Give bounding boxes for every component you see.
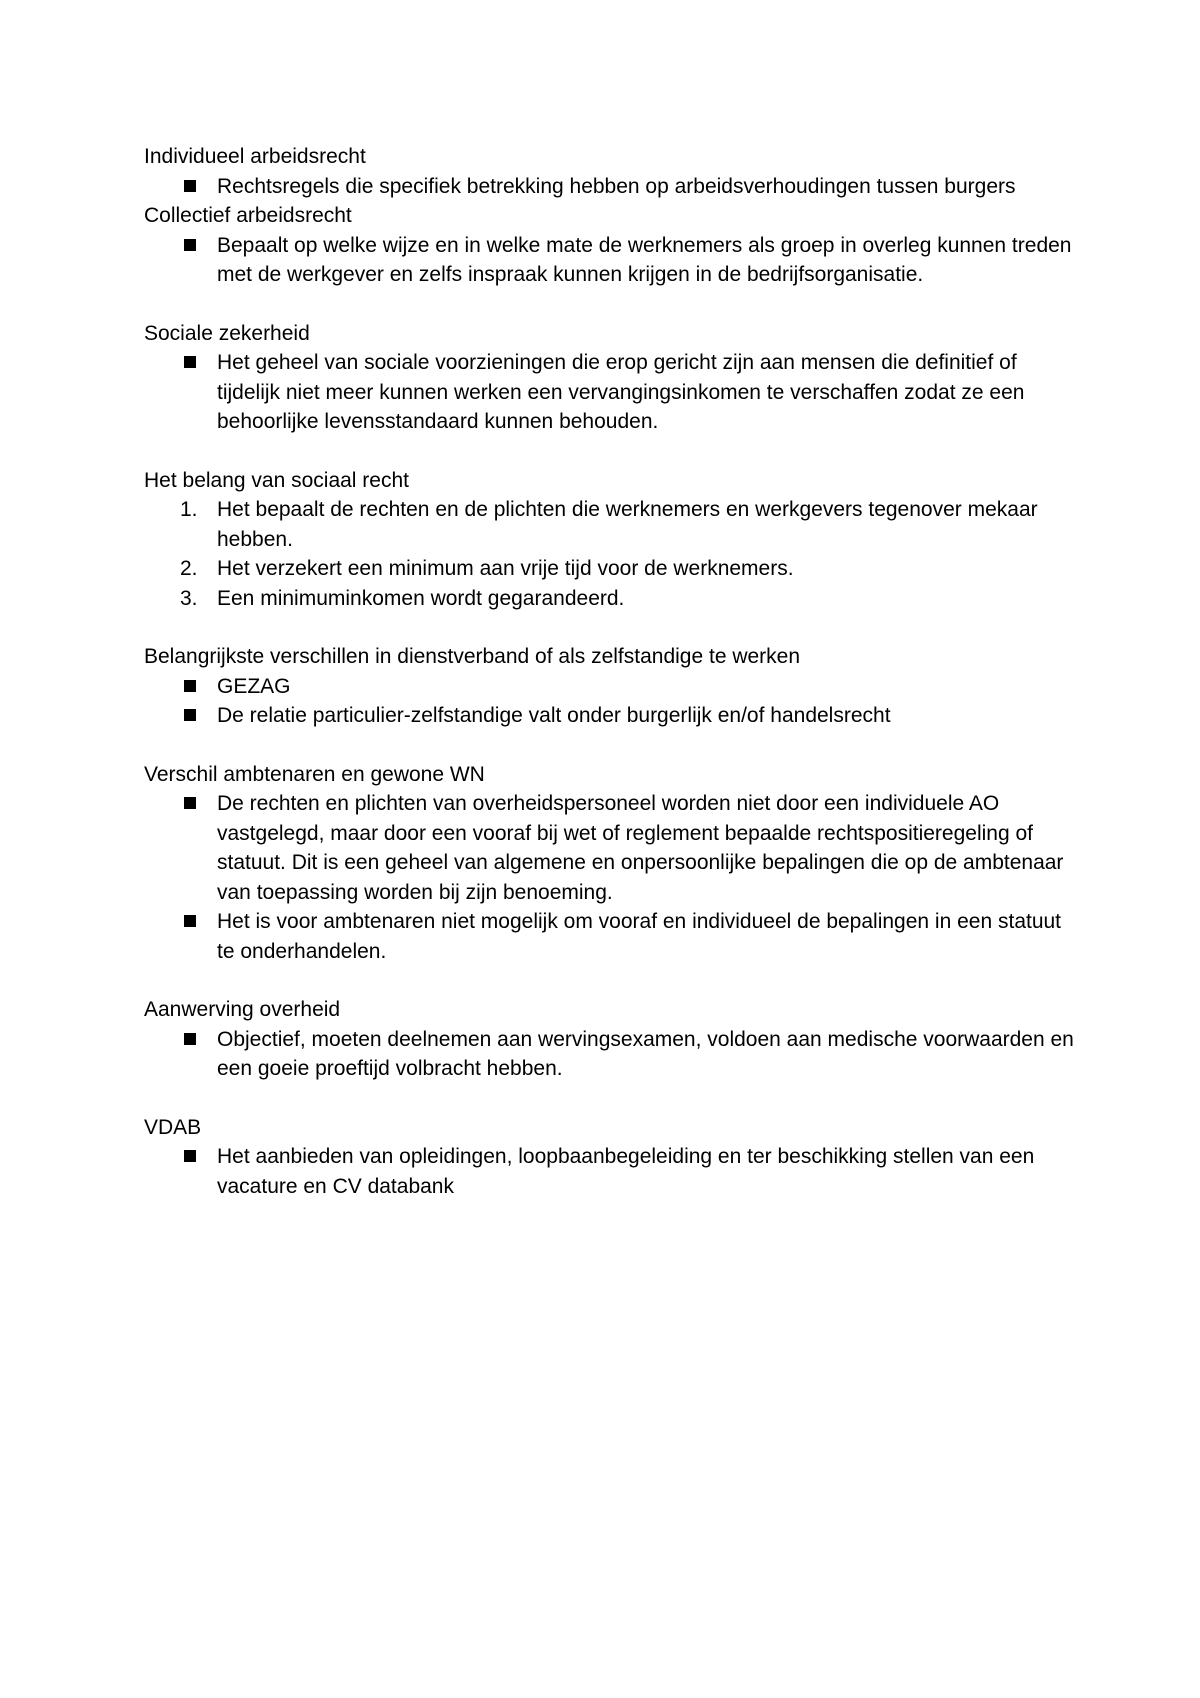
section-aanwerving-overheid <box>144 995 1084 1084</box>
list-item <box>144 554 1084 584</box>
list-item-text: Het aanbieden van opleidingen, loopbaanbegeleiding en ter beschikking stellen van een vacature en CV databank <box>217 1145 1035 1198</box>
list-item-text: Bepaalt op welke wijze en in welke mate de werknemers als groep in overleg kunnen treden met de werkgever en zelfs inspraak kunnen krijgen in de bedrijfsorganisatie. <box>217 233 1072 286</box>
numbered-list <box>144 495 1084 613</box>
list-item-text: Rechtsregels die specifiek betrekking hebben op arbeidsverhoudingen tussen burgers <box>217 174 1016 198</box>
list-item <box>144 231 1084 290</box>
section-belangrijkste-verschillen <box>144 642 1084 731</box>
list-item-text: Het is voor ambtenaren niet mogelijk om vooraf en individueel de bepalingen in een statuut te onderhandelen. <box>217 910 1062 963</box>
bullet-list <box>144 1025 1084 1084</box>
square-bullet-icon <box>184 709 196 721</box>
bullet-list <box>144 789 1084 966</box>
list-number: 3. <box>180 586 198 610</box>
square-bullet-icon <box>184 1033 196 1045</box>
square-bullet-icon <box>184 680 196 692</box>
section-heading: Collectief arbeidsrecht <box>144 204 352 227</box>
section-heading: Belangrijkste verschillen in dienstverband of als zelfstandige te werken <box>144 645 801 668</box>
bullet-list <box>144 172 1084 202</box>
list-number: 1. <box>180 498 198 521</box>
list-item-text: De relatie particulier-zelfstandige valt onder burgerlijk en/of handelsrecht <box>217 704 891 727</box>
list-item <box>144 1142 1084 1201</box>
section-heading: Individueel arbeidsrecht <box>144 145 366 168</box>
section-vdab <box>144 1113 1084 1202</box>
list-item <box>144 172 1084 202</box>
section-sociale-zekerheid <box>144 319 1084 437</box>
list-item-text: Objectief, moeten deelnemen aan wervingsexamen, voldoen aan medische voorwaarden en een goeie proeftijd volbracht hebben. <box>217 1027 1074 1080</box>
list-item <box>144 495 1084 554</box>
bullet-list <box>144 348 1084 437</box>
list-item-text: GEZAG <box>217 674 291 698</box>
section-heading: Het belang van sociaal recht <box>144 468 409 492</box>
list-item-text: De rechten en plichten van overheidspersoneel worden niet door een individuele AO vastgelegd, maar door een vooraf bij wet of reglement bepaalde rechtspositieregeling of statuut. Dit is een geheel van algemene en onpersoonlijke bepalingen die op de ambtenaar van toepassing worden bij zijn benoeming. <box>217 792 1064 904</box>
square-bullet-icon <box>184 797 196 809</box>
list-item <box>144 907 1084 966</box>
list-item <box>144 584 1084 614</box>
list-item-text: Het geheel van sociale voorzieningen die erop gericht zijn aan mensen die definitief of tijdelijk niet meer kunnen werken een vervangingsinkomen te verschaffen zodat ze een behoorlijke levensstandaard kunnen behouden. <box>217 351 1025 433</box>
section-belang-sociaal-recht <box>144 466 1084 614</box>
section-individueel-arbeidsrecht <box>144 142 1084 201</box>
section-heading: Verschil ambtenaren en gewone WN <box>144 762 485 786</box>
list-item <box>144 789 1084 907</box>
list-item-text: Het bepaalt de rechten en de plichten die werknemers en werkgevers tegenover mekaar hebben. <box>217 498 1038 551</box>
list-item <box>144 1025 1084 1084</box>
list-item <box>144 672 1084 702</box>
square-bullet-icon <box>184 1150 196 1162</box>
list-item <box>144 701 1084 731</box>
square-bullet-icon <box>184 915 196 927</box>
section-heading: VDAB <box>144 1115 202 1139</box>
list-item-text: Het verzekert een minimum aan vrije tijd voor de werknemers. <box>217 557 794 580</box>
square-bullet-icon <box>184 239 196 251</box>
section-heading: Aanwerving overheid <box>144 998 341 1021</box>
square-bullet-icon <box>184 356 196 368</box>
bullet-list <box>144 231 1084 290</box>
square-bullet-icon <box>184 180 196 192</box>
section-heading: Sociale zekerheid <box>144 321 310 345</box>
list-item-text: Een minimuminkomen wordt gegarandeerd. <box>217 586 625 610</box>
bullet-list <box>144 672 1084 731</box>
document-content <box>144 142 1084 1230</box>
list-item <box>144 348 1084 437</box>
section-collectief-arbeidsrecht <box>144 201 1084 290</box>
bullet-list <box>144 1142 1084 1201</box>
section-verschil-ambtenaren <box>144 760 1084 967</box>
list-number: 2. <box>180 557 198 580</box>
